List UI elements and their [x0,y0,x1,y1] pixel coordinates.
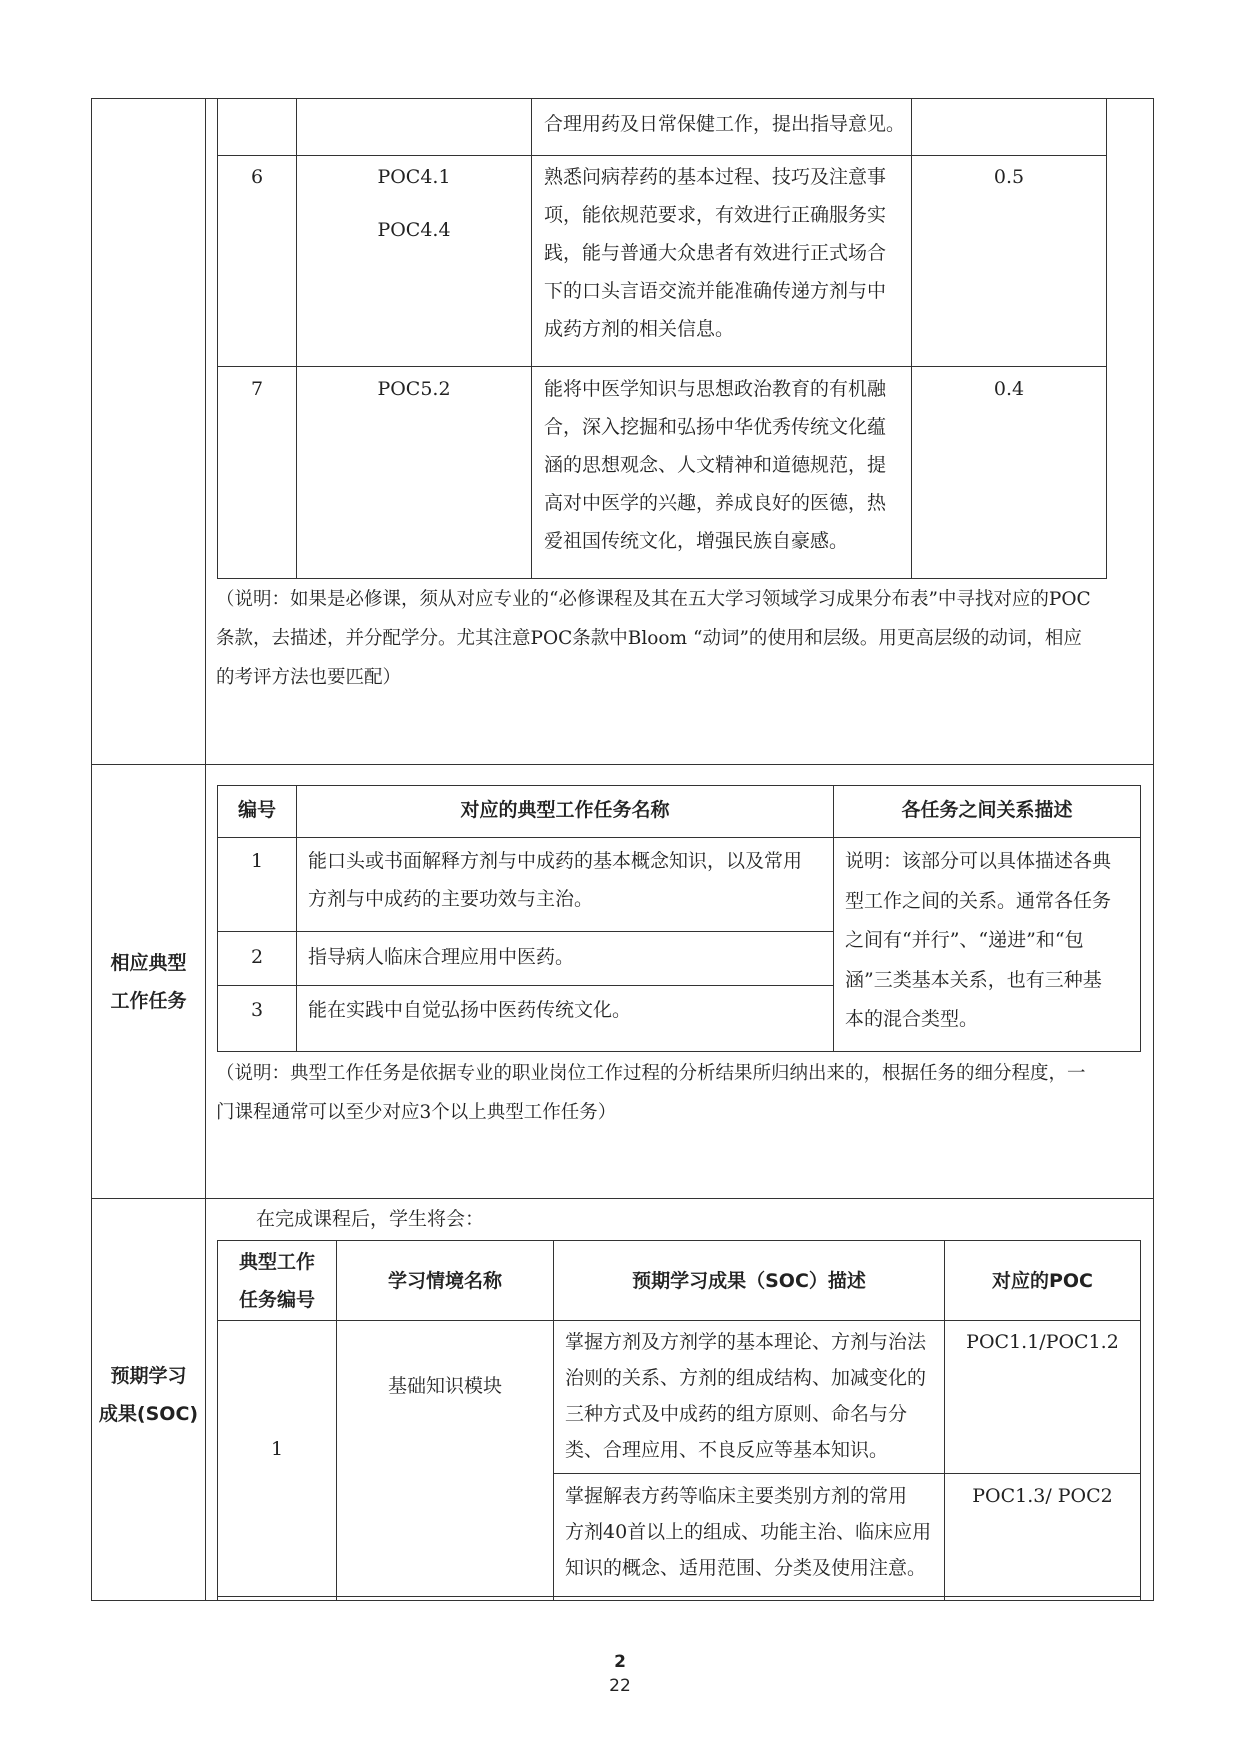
soc-line: 三种方式及中成药的组方原则、命名与分 [565,1403,908,1425]
poc-value: POC1.3/ POC2 [972,1485,1113,1507]
task-name: 指导病人临床合理应用中医药。 [308,946,575,968]
label-line: 相应典型 [110,952,187,974]
section-label-soc [91,1357,206,1433]
soc-description [565,1324,926,1468]
soc-line: 掌握解表方药等临床主要类别方剂的常用 [565,1485,908,1507]
section1-note [216,580,1091,697]
label-line: 工作任务 [110,990,187,1012]
poc-value: POC1.1/POC1.2 [966,1331,1119,1353]
desc-line: 涵的思想观念、人文精神和道德规范，提 [544,454,887,476]
table-row-desc [544,158,886,348]
row-number: 2 [250,946,264,968]
row-number: 7 [250,378,264,400]
desc-line: 下的口头言语交流并能准确传递方剂与中 [544,280,887,302]
label-line: 成果(SOC) [98,1403,199,1425]
desc-line: 项，能依规范要求，有效进行正确服务实 [544,204,887,226]
task-line: 方剂与中成药的主要功效与主治。 [308,888,594,910]
scene-name: 基础知识模块 [387,1375,502,1397]
header-soc: 预期学习成果（SOC）描述 [632,1270,866,1292]
note-line: 条款，去描述，并分配学分。尤其注意POC条款中Bloom “动词”的使用和层级。用更高层级的动词，相应 [216,628,1082,649]
header-no: 编号 [237,799,276,821]
relation-line: 之间有“并行”、“递进”和“包 [845,929,1084,951]
desc-line: 合，深入挖掘和弘扬中华优秀传统文化蕴 [544,416,887,438]
soc-line: 方剂40首以上的组成、功能主治、临床应用 [565,1521,932,1543]
credit-value: 0.4 [993,378,1025,400]
row-number: 1 [250,850,264,872]
task-name: 能在实践中自觉弘扬中医药传统文化。 [308,999,632,1021]
desc-line: 熟悉问病荐药的基本过程、技巧及注意事 [544,166,887,188]
poc-code: POC5.2 [377,378,451,400]
page-number: 2 [614,1652,626,1672]
header-scene: 学习情境名称 [387,1270,502,1292]
note-line: 的考评方法也要匹配） [216,667,402,688]
row-number: 3 [250,999,264,1021]
soc-line: 治则的关系、方剂的组成结构、加减变化的 [565,1367,927,1389]
header-line: 任务编号 [238,1289,315,1311]
table-row-desc [544,370,886,560]
relation-description [845,842,1111,1040]
header-poc: 对应的POC [991,1270,1094,1292]
relation-line: 本的混合类型。 [845,1008,979,1030]
soc-description [565,1478,931,1586]
poc-code: POC4.4 [377,219,451,241]
soc-line: 掌握方剂及方剂学的基本理论、方剂与治法 [565,1331,927,1353]
relation-line: 涵”三类基本关系，也有三种基 [845,968,1102,991]
relation-line: 型工作之间的关系。通常各任务 [845,889,1112,912]
table-row-desc: 合理用药及日常保健工作，提出指导意见。 [544,113,906,135]
desc-line: 能将中医学知识与思想政治教育的有机融 [544,378,887,400]
page-sub-number: 22 [609,1676,631,1696]
header-task-no [217,1243,337,1319]
desc-line: 爱祖国传统文化，增强民族自豪感。 [544,530,849,552]
note-line: （说明：典型工作任务是依据专业的职业岗位工作过程的分析结果所归纳出来的，根据任务的细分程度，一 [216,1063,1086,1084]
relation-line: 说明：该部分可以具体描述各典 [845,850,1112,872]
desc-line: 践，能与普通大众患者有效进行正式场合 [544,242,887,264]
label-line: 预期学习 [110,1365,187,1387]
section-label-tasks [91,944,206,1020]
soc-line: 类、合理应用、不良反应等基本知识。 [565,1439,889,1461]
header-task-name: 对应的典型工作任务名称 [460,799,670,821]
poc-code: POC4.1 [377,166,451,188]
note-line: 门课程通常可以至少对应3个以上典型工作任务） [216,1102,617,1123]
desc-line: 高对中医学的兴趣，养成良好的医德，热 [544,492,887,514]
desc-line: 成药方剂的相关信息。 [544,318,735,340]
task-line: 能口头或书面解释方剂与中成药的基本概念知识，以及常用 [308,850,803,872]
task-name [308,842,802,918]
credit-value: 0.5 [993,166,1025,188]
note-line: （说明：如果是必修课，须从对应专业的“必修课程及其在五大学习领域学习成果分布表”中寻找对应的POC [216,589,1091,610]
soc-line: 知识的概念、适用范围、分类及使用注意。 [565,1557,927,1579]
row-number: 6 [250,166,264,188]
task-number: 1 [270,1438,284,1460]
header-line: 典型工作 [238,1251,315,1273]
header-relation: 各任务之间关系描述 [901,799,1073,821]
section2-note [216,1054,1086,1132]
soc-intro: 在完成课程后，学生将会： [256,1208,485,1230]
